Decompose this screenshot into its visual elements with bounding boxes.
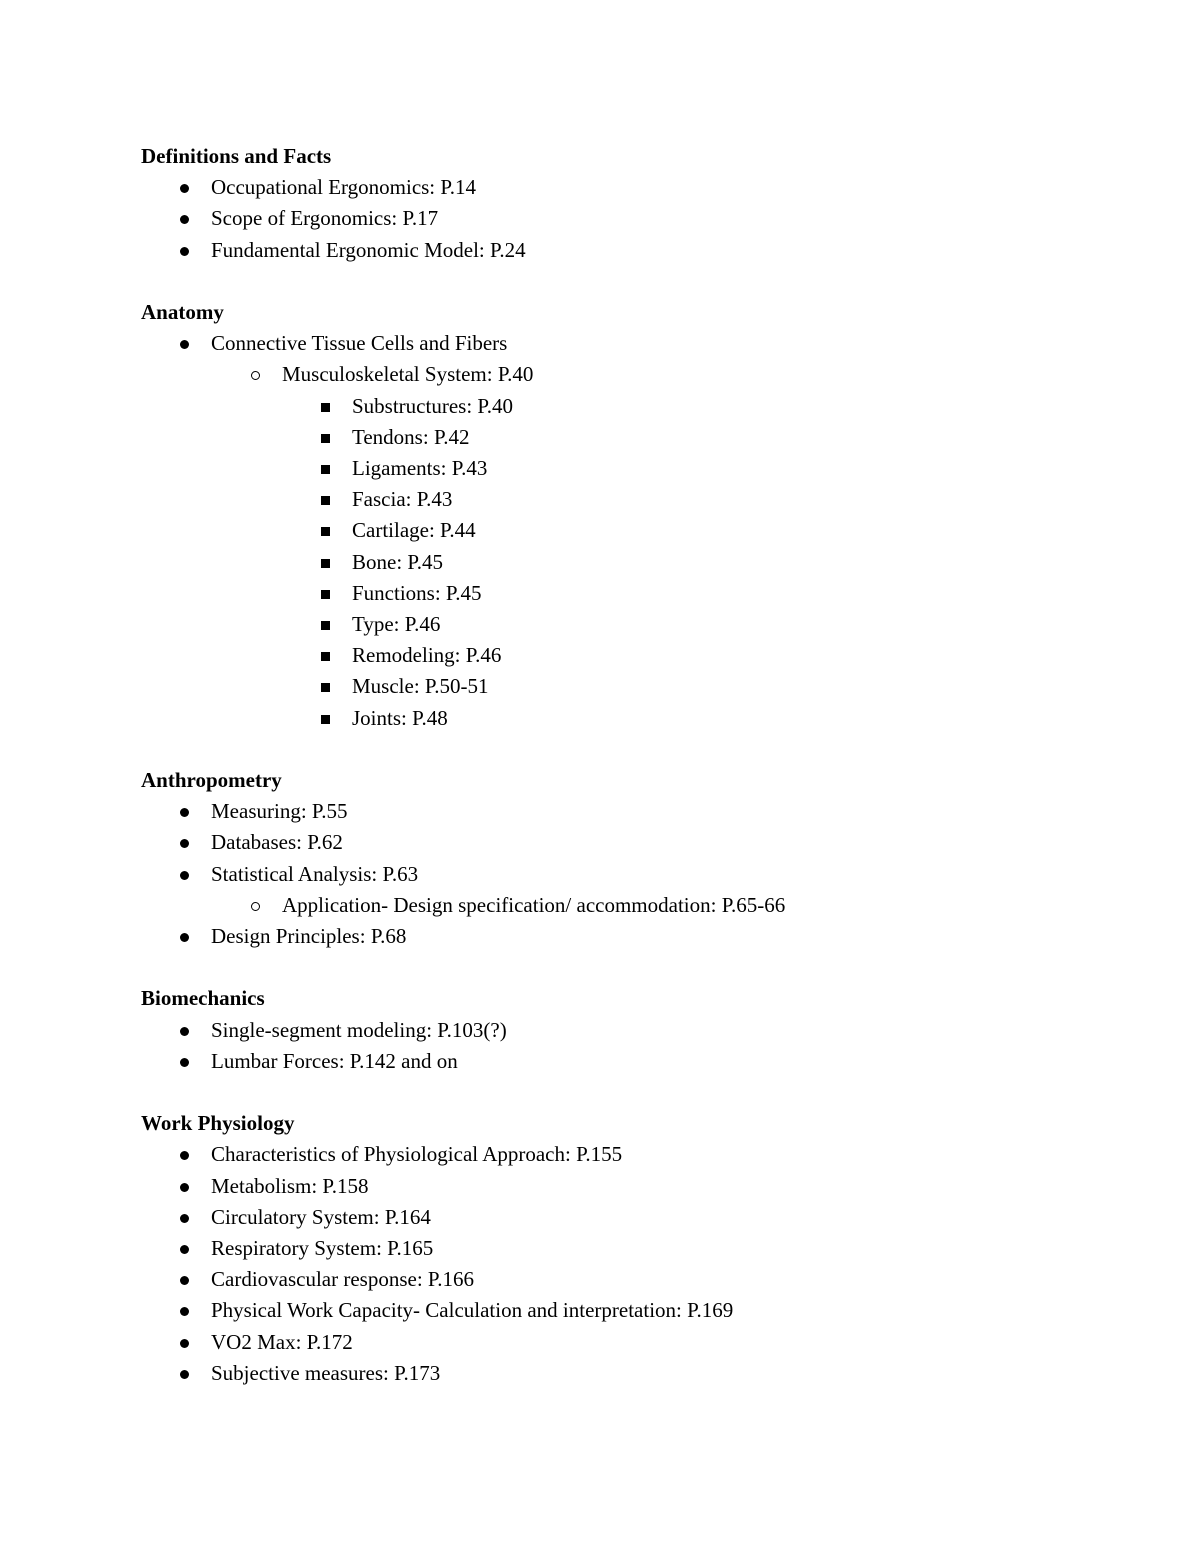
square-bullet-icon [317,703,337,734]
section-heading: Anthropometry [141,768,282,792]
outline-item-text: Fascia: P.43 [352,487,453,512]
outline-item-text: Circulatory System: P.164 [211,1204,431,1229]
disc-bullet-icon [176,1171,196,1202]
square-bullet-icon [317,422,337,453]
outline-item-text: Lumbar Forces: P.142 and on [211,1048,458,1073]
disc-bullet-icon [176,328,196,359]
outline-item-text: Musculoskeletal System: P.40 [282,362,534,387]
disc-bullet-icon [176,1264,196,1295]
circle-bullet-icon [247,890,267,921]
outline-item-text: Databases: P.62 [211,830,343,855]
outline-item-text: Muscle: P.50-51 [352,674,489,699]
outline-item-text: Design Principles: P.68 [211,924,407,948]
outline-item-text: Characteristics of Physiological Approach: P.155 [211,1142,623,1167]
disc-bullet-icon [176,1233,196,1264]
square-bullet-icon [317,391,337,422]
square-bullet-icon [317,547,337,578]
outline-item-text: Joints: P.48 [352,705,448,730]
disc-bullet-icon [176,921,196,952]
outline-item-text: Type: P.46 [352,612,441,636]
outline-item-text: Scope of Ergonomics: P.17 [211,206,439,231]
section-heading: Definitions and Facts [141,144,332,168]
section-heading: Anatomy [141,300,224,324]
outline-item-text: Cartilage: P.44 [352,518,476,543]
outline-item-text: Fundamental Ergonomic Model: P.24 [211,237,526,262]
disc-bullet-icon [176,203,196,234]
disc-bullet-icon [176,1358,196,1389]
disc-bullet-icon [176,235,196,266]
disc-bullet-icon [176,859,196,890]
square-bullet-icon [317,515,337,546]
outline-item-text: Bone: P.45 [352,549,444,574]
outline-item-text: Connective Tissue Cells and Fibers [211,331,508,356]
outline-item-text: Ligaments: P.43 [352,456,488,480]
outline-item-text: Occupational Ergonomics: P.14 [211,175,476,200]
outline-item-text: Cardiovascular response: P.166 [211,1267,475,1292]
disc-bullet-icon [176,796,196,827]
outline-item-text: Remodeling: P.46 [352,643,502,668]
disc-bullet-icon [176,1327,196,1358]
section-heading: Biomechanics [141,986,265,1011]
circle-bullet-icon [247,359,267,390]
disc-bullet-icon [176,1202,196,1233]
square-bullet-icon [317,453,337,484]
outline-item-text: Tendons: P.42 [352,424,470,449]
disc-bullet-icon [176,1046,196,1077]
outline-item-text: Subjective measures: P.173 [211,1360,441,1385]
disc-bullet-icon [176,1139,196,1170]
outline-item-text: Application- Design specification/ accommodation: P.65-66 [282,892,786,917]
disc-bullet-icon [176,827,196,858]
outline-item-text: Measuring: P.55 [211,799,348,824]
outline-item-text: Respiratory System: P.165 [211,1236,434,1260]
disc-bullet-icon [176,1295,196,1326]
outline-item-text: Statistical Analysis: P.63 [211,861,419,886]
outline-item-text: Functions: P.45 [352,580,482,605]
square-bullet-icon [317,609,337,640]
disc-bullet-icon [176,172,196,203]
square-bullet-icon [317,578,337,609]
square-bullet-icon [317,671,337,702]
outline-item-text: VO2 Max: P.172 [211,1329,353,1354]
outline-item-text: Substructures: P.40 [352,393,514,418]
outline-item-text: Single-segment modeling: P.103(?) [211,1017,507,1042]
square-bullet-icon [317,640,337,671]
square-bullet-icon [317,484,337,515]
outline-item-text: Physical Work Capacity- Calculation and interpretation: P.169 [211,1298,734,1323]
outline-item-text: Metabolism: P.158 [211,1173,369,1198]
disc-bullet-icon [176,1015,196,1046]
section-heading: Work Physiology [141,1111,295,1136]
